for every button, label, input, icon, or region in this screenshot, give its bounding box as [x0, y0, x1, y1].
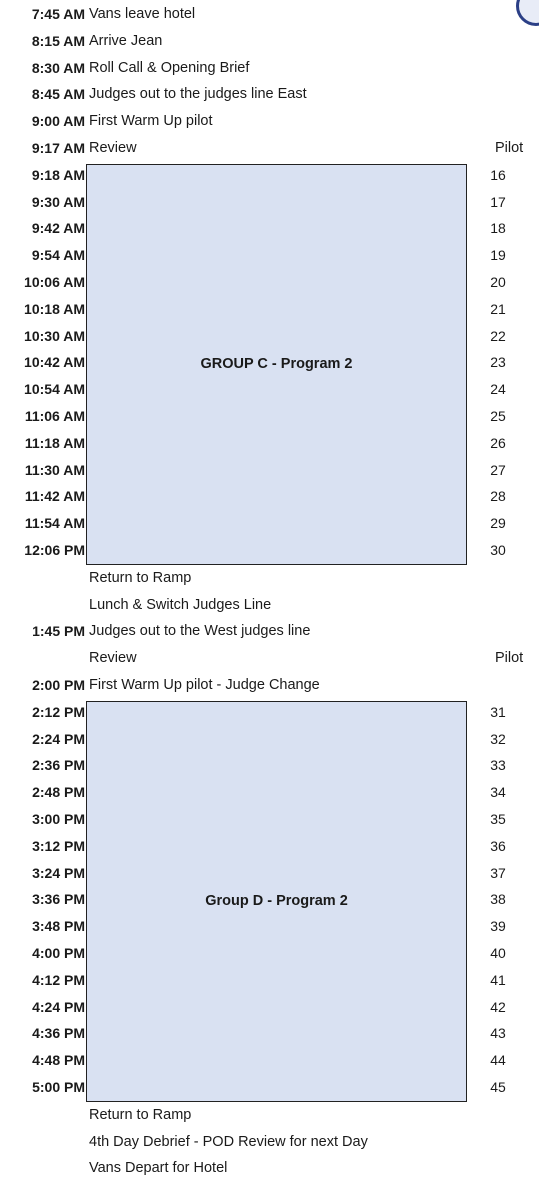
slot-time: 11:42 AM	[24, 488, 85, 505]
group-label: Group D - Program 2	[205, 892, 348, 909]
pilot-slot-row	[0, 430, 539, 456]
pilot-number: 45	[490, 1079, 506, 1095]
row-description: Judges out to the judges line East	[89, 86, 307, 103]
pilot-slot-row	[0, 483, 539, 509]
pilot-number: 43	[490, 1025, 506, 1042]
slot-time: 9:42 AM	[31, 220, 85, 237]
pilot-number: 27	[490, 461, 506, 478]
pilot-number: 40	[490, 945, 506, 961]
slot-time: 4:48 PM	[32, 1052, 85, 1069]
pilot-slot-row	[0, 215, 539, 241]
pilot-slot-row	[0, 752, 539, 778]
pilot-column-header: Pilot	[495, 140, 524, 156]
row-description: Review	[89, 140, 137, 156]
slot-time: 2:24 PM	[32, 730, 85, 747]
pilot-slot-row	[0, 833, 539, 859]
slot-time: 4:24 PM	[32, 998, 85, 1015]
schedule-row	[0, 592, 539, 618]
pilot-number: 18	[490, 220, 506, 237]
slot-time: 3:24 PM	[32, 864, 85, 881]
slot-time: 10:42 AM	[24, 354, 85, 371]
slot-time: 11:30 AM	[24, 461, 85, 478]
pilot-slot-row	[0, 269, 539, 295]
pilot-slot-row	[0, 162, 539, 188]
slot-time: 10:54 AM	[24, 381, 85, 398]
pilot-slot-row	[0, 967, 539, 993]
pilot-number: 28	[490, 488, 506, 505]
pilot-number: 38	[490, 891, 506, 908]
row-description: First Warm Up pilot	[89, 113, 213, 130]
pilot-number: 34	[490, 784, 506, 801]
slot-time: 10:18 AM	[24, 300, 85, 317]
pilot-number: 36	[490, 837, 506, 854]
pilot-number: 33	[490, 757, 506, 774]
group-label: GROUP C - Program 2	[200, 355, 353, 372]
pilot-number: 31	[490, 703, 506, 720]
pilot-number: 35	[490, 811, 506, 827]
slot-time: 11:54 AM	[24, 515, 85, 532]
schedule-row	[0, 55, 539, 81]
pilot-number: 23	[490, 354, 506, 371]
row-description: 4th Day Debrief - POD Review for next Day	[89, 1133, 368, 1150]
pilot-number: 44	[490, 1052, 506, 1069]
row-time: 9:17 AM	[31, 140, 85, 156]
row-time: 7:45 AM	[31, 6, 85, 22]
pilot-number: 37	[490, 864, 506, 881]
row-description: Judges out to the West judges line	[89, 623, 311, 640]
pilot-number: 39	[490, 918, 506, 935]
pilot-slot-row	[0, 726, 539, 752]
schedule-row	[0, 1155, 539, 1181]
slot-time: 11:18 AM	[24, 434, 85, 451]
schedule-row	[0, 565, 539, 591]
row-description: Vans leave hotel	[89, 6, 196, 22]
schedule-row	[0, 618, 539, 644]
row-time: 1:45 PM	[32, 623, 85, 640]
pilot-slot-row	[0, 699, 539, 725]
slot-time: 12:06 PM	[24, 542, 85, 558]
pilot-number: 20	[490, 274, 506, 290]
slot-time: 5:00 PM	[32, 1079, 85, 1095]
pilot-number: 26	[490, 434, 506, 451]
slot-time: 9:30 AM	[31, 193, 85, 210]
row-time: 8:30 AM	[31, 59, 85, 76]
row-description: Review	[89, 650, 137, 667]
pilot-slot-row	[0, 189, 539, 215]
pilot-slot-row	[0, 860, 539, 886]
pilot-number: 19	[490, 247, 506, 264]
schedule-row	[0, 108, 539, 134]
row-description: Return to Ramp	[89, 569, 192, 586]
pilot-slot-row	[0, 242, 539, 268]
pilot-slot-row	[0, 1047, 539, 1073]
slot-time: 2:48 PM	[32, 784, 85, 801]
pilot-slot-row	[0, 323, 539, 349]
pilot-slot-row	[0, 1020, 539, 1046]
slot-time: 10:06 AM	[24, 274, 85, 290]
schedule-row	[0, 28, 539, 54]
pilot-number: 17	[490, 193, 506, 210]
row-description: Lunch & Switch Judges Line	[89, 596, 272, 613]
schedule-row	[0, 81, 539, 107]
row-time: 8:15 AM	[31, 32, 85, 49]
pilot-column-header: Pilot	[495, 650, 524, 667]
pilot-number: 22	[490, 327, 506, 344]
row-description: Arrive Jean	[89, 32, 163, 49]
pilot-slot-row	[0, 403, 539, 429]
row-description: Vans Depart for Hotel	[89, 1160, 228, 1177]
schedule-row	[0, 1102, 539, 1128]
slot-time: 11:06 AM	[24, 408, 85, 424]
slot-time: 4:00 PM	[32, 945, 85, 961]
pilot-number: 32	[490, 730, 506, 747]
row-description: Return to Ramp	[89, 1106, 192, 1123]
schedule-row	[0, 645, 539, 671]
row-time: 8:45 AM	[31, 86, 85, 103]
pilot-number: 41	[490, 971, 506, 988]
pilot-slot-row	[0, 376, 539, 402]
slot-time: 3:48 PM	[32, 918, 85, 935]
slot-time: 2:36 PM	[32, 757, 85, 774]
pilot-number: 16	[490, 166, 506, 183]
row-description: First Warm Up pilot - Judge Change	[89, 677, 320, 693]
pilot-slot-row	[0, 886, 539, 912]
schedule-row	[0, 1, 539, 27]
pilot-slot-row	[0, 510, 539, 536]
slot-time: 3:12 PM	[32, 837, 85, 854]
pilot-slot-row	[0, 940, 539, 966]
row-time: 2:00 PM	[32, 677, 85, 693]
slot-time: 10:30 AM	[24, 327, 85, 344]
pilot-slot-row	[0, 806, 539, 832]
slot-time: 9:18 AM	[31, 166, 85, 183]
pilot-number: 25	[490, 408, 506, 424]
schedule-row	[0, 672, 539, 698]
pilot-slot-row	[0, 296, 539, 322]
pilot-number: 30	[490, 542, 506, 558]
slot-time: 4:36 PM	[32, 1025, 85, 1042]
pilot-slot-row	[0, 1074, 539, 1100]
pilot-slot-row	[0, 994, 539, 1020]
pilot-number: 29	[490, 515, 506, 532]
slot-time: 2:12 PM	[32, 703, 85, 720]
pilot-slot-row	[0, 349, 539, 375]
pilot-number: 24	[490, 381, 506, 398]
schedule-row	[0, 135, 539, 161]
slot-time: 3:00 PM	[32, 811, 85, 827]
schedule-row	[0, 1129, 539, 1155]
pilot-number: 21	[490, 300, 506, 317]
slot-time: 4:12 PM	[32, 971, 85, 988]
pilot-slot-row	[0, 913, 539, 939]
row-description: Roll Call & Opening Brief	[89, 59, 250, 76]
slot-time: 9:54 AM	[31, 247, 85, 264]
pilot-number: 42	[490, 998, 506, 1015]
row-time: 9:00 AM	[31, 113, 85, 130]
pilot-slot-row	[0, 457, 539, 483]
pilot-slot-row	[0, 537, 539, 563]
slot-time: 3:36 PM	[32, 891, 85, 908]
pilot-slot-row	[0, 779, 539, 805]
